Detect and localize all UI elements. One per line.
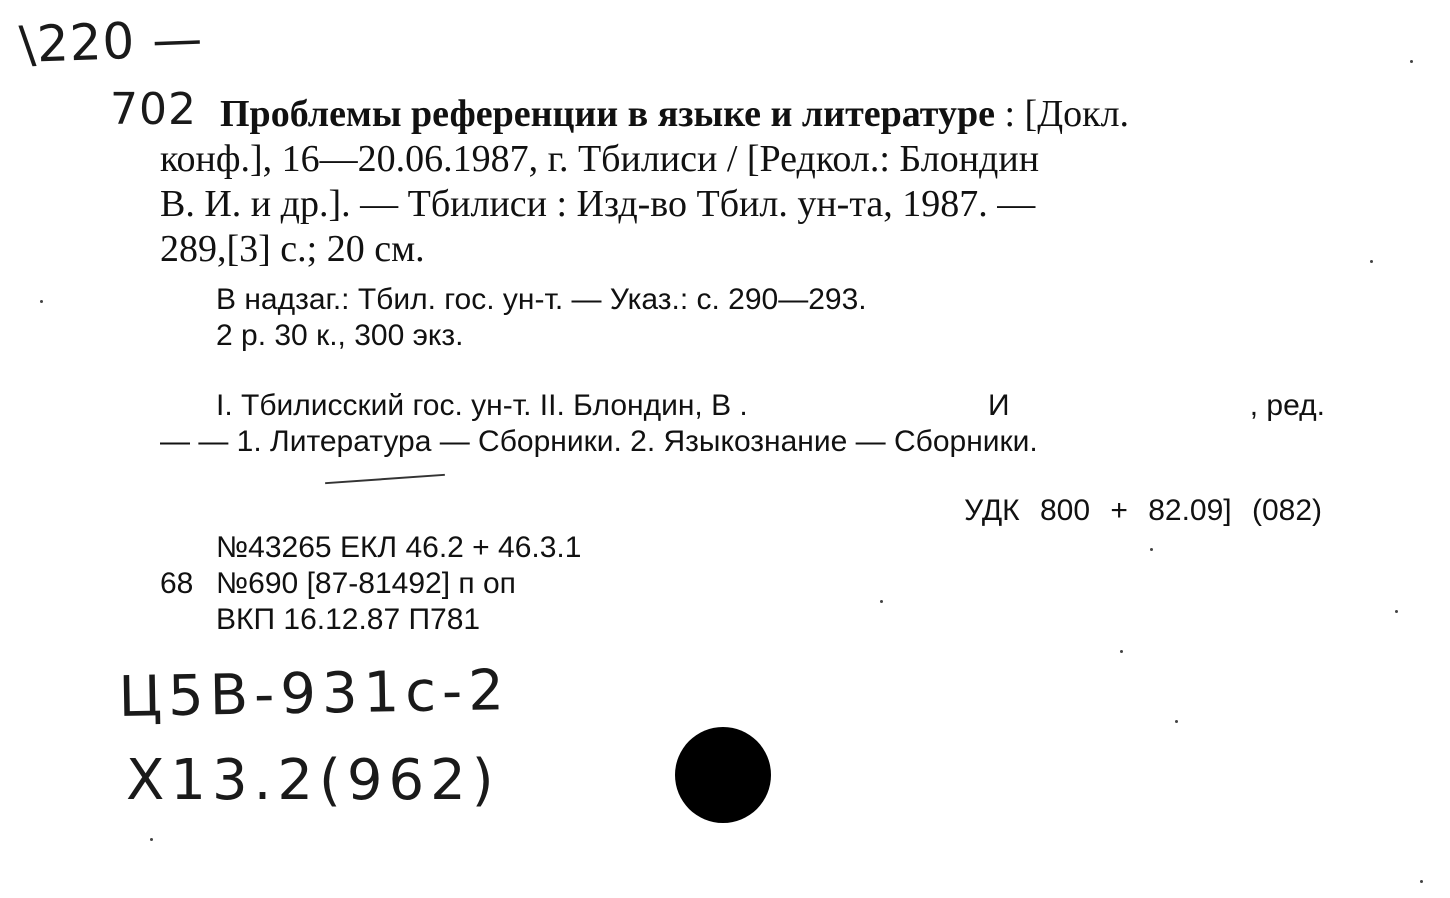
tracing-line-1-c: , ред. [1249,389,1325,422]
entry-line-4: 289,[3] с.; 20 см. [160,228,425,270]
note-line-1: В надзаг.: Тбил. гос. ун-т. — Указ.: с. 290—293. [216,283,867,316]
tracing-line-1 [160,388,1325,424]
code-row-2 [160,566,581,602]
speck [40,300,43,303]
entry-title: Проблемы референции в языке и литературе [220,93,995,135]
handwritten-call-number: \220 — [18,9,205,74]
registration-codes [160,530,581,638]
code-row-3-text: ВКП 16.12.87 П781 [216,603,481,636]
punch-hole [675,727,771,823]
tracings [160,388,1325,460]
entry-line-3: В. И. и др.]. — Тбилиси : Изд-во Тбил. ун-та, 1987. — [160,183,1036,225]
handwritten-number: 702 [110,84,197,135]
speck [1420,880,1423,883]
code-row-1 [160,530,581,566]
code-row-3-prefix [160,602,216,638]
bibliographic-entry [160,92,1325,272]
code-row-2-text: №690 [87-81492] п оп [216,567,516,600]
handwritten-catalog-code-1: Ц5В-931с-2 [118,658,511,730]
divider-rule [325,474,445,484]
entry-line-1 [160,92,1325,137]
code-row-3 [160,602,581,638]
speck [1395,610,1398,613]
entry-line-1-rest: : [Докл. [994,93,1130,135]
speck [880,600,883,603]
code-row-2-prefix: 68 [160,567,194,600]
entry-line-2: конф.], 16—20.06.1987, г. Тбилиси / [Редкол.: Блондин [160,138,1040,180]
speck [150,838,153,841]
tracing-line-1-b: И [987,389,1010,422]
speck [1410,60,1413,63]
note-line-2: 2 р. 30 к., 300 экз. [216,319,464,352]
tracing-line-2-text: — — 1. Литература — Сборники. 2. Языкознание — Сборники. [160,425,1038,458]
speck [1175,720,1178,723]
udc-code: УДК 800 + 82.09] (082) [964,494,1322,527]
speck [1150,548,1153,551]
tracing-line-1-a: I. Тбилисский гос. ун-т. II. Блондин, В . [216,389,748,422]
speck [1120,650,1123,653]
code-row-1-text: №43265 ЕКЛ 46.2 + 46.3.1 [216,531,582,564]
code-row-1-prefix [160,530,216,566]
tracing-line-2 [160,424,1325,460]
handwritten-catalog-code-2: Х13.2(962) [126,748,500,813]
speck [1370,260,1373,263]
